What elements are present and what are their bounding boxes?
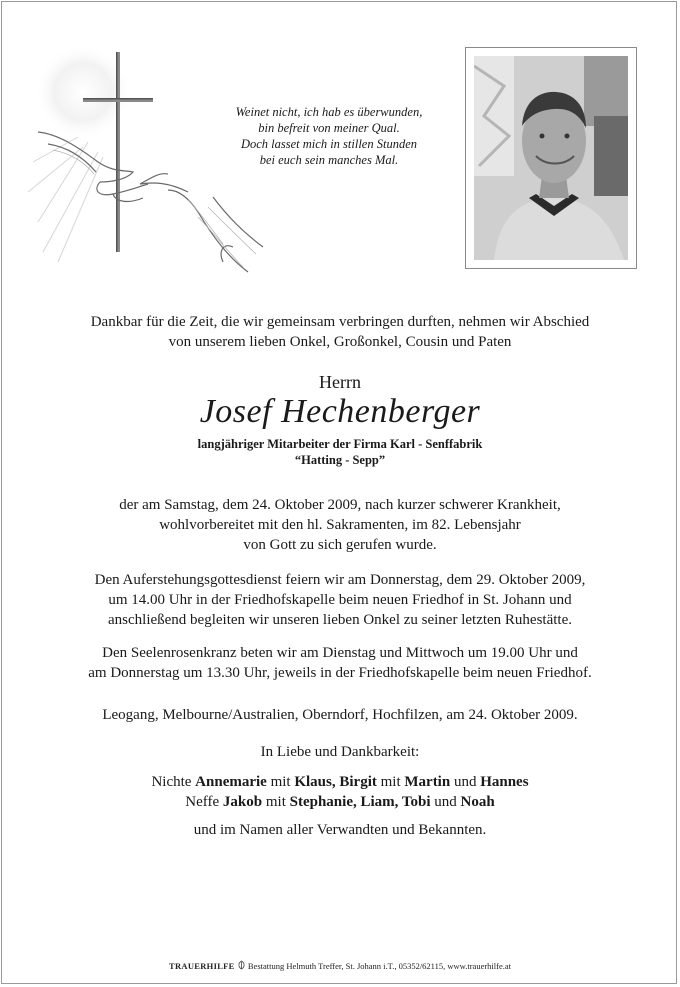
poem-line: bin befreit von meiner Qual. <box>258 121 400 135</box>
rosary-info <box>0 643 680 683</box>
rosary-line: am Donnerstag um 13.30 Uhr, jeweils in der Friedhofskapelle beim neuen Friedhof. <box>88 665 592 681</box>
death-notice-line: wohlvorbereitet mit den hl. Sakramenten, im 82. Lebensjahr <box>159 517 521 533</box>
death-notice-line: der am Samstag, dem 24. Oktober 2009, nach kurzer schwerer Krankheit, <box>119 497 561 513</box>
poem-line: bei euch sein manches Mal. <box>259 153 399 167</box>
leaf-icon <box>237 961 248 971</box>
mourners-line-nephews: Neffe Jakob mit Stephanie, Liam, Tobi und Noah <box>185 794 495 810</box>
poem-line: Weinet nicht, ich hab es überwunden, <box>235 105 423 119</box>
portrait-frame <box>465 47 637 269</box>
death-notice-line: von Gott zu sich gerufen wurde. <box>243 537 437 553</box>
rosary-line: Den Seelenrosenkranz beten wir am Dienstag und Mittwoch um 19.00 Uhr und <box>102 645 578 661</box>
death-notice <box>0 495 680 555</box>
nickname-line: “Hatting - Sepp” <box>294 453 386 467</box>
place-date: Leogang, Melbourne/Australien, Oberndorf, Hochfilzen, am 24. Oktober 2009. <box>102 707 578 723</box>
intro-text <box>0 312 680 352</box>
mourners-line-nieces: Nichte Annemarie mit Klaus, Birgit mit Martin und Hannes <box>151 774 529 790</box>
portrait-photo <box>474 56 628 260</box>
mourners <box>0 772 680 812</box>
footer <box>0 960 680 971</box>
funeral-line: anschließend begleiten wir unseren lieben Onkel zu seiner letzten Ruhestätte. <box>108 612 572 628</box>
poem <box>200 104 458 168</box>
intro-line: von unserem lieben Onkel, Großonkel, Cousin und Paten <box>168 334 512 350</box>
salutation: Herrn <box>319 372 361 392</box>
funeral-info <box>0 570 680 630</box>
closing-phrase: In Liebe und Dankbarkeit: <box>260 744 420 760</box>
relatives-note: und im Namen aller Verwandten und Bekannten. <box>193 822 487 838</box>
funeral-line: Den Auferstehungsgottesdienst feiern wir am Donnerstag, dem 29. Oktober 2009, <box>94 572 586 588</box>
occupation <box>0 436 680 468</box>
footer-text: Bestattung Helmuth Treffer, St. Johann i.T., 05352/62115, www.trauerhilfe.at <box>247 961 512 971</box>
poem-line: Doch lasset mich in stillen Stunden <box>240 137 418 151</box>
footer-brand: TRAUERHILFE <box>168 961 235 971</box>
intro-line: Dankbar für die Zeit, die wir gemeinsam verbringen durften, nehmen wir Abschied <box>90 314 590 330</box>
deceased-name: Josef Hechenberger <box>199 393 481 430</box>
funeral-line: um 14.00 Uhr in der Friedhofskapelle beim neuen Friedhof in St. Johann und <box>108 592 572 608</box>
occupation-line: langjähriger Mitarbeiter der Firma Karl - Senffabrik <box>197 437 483 451</box>
